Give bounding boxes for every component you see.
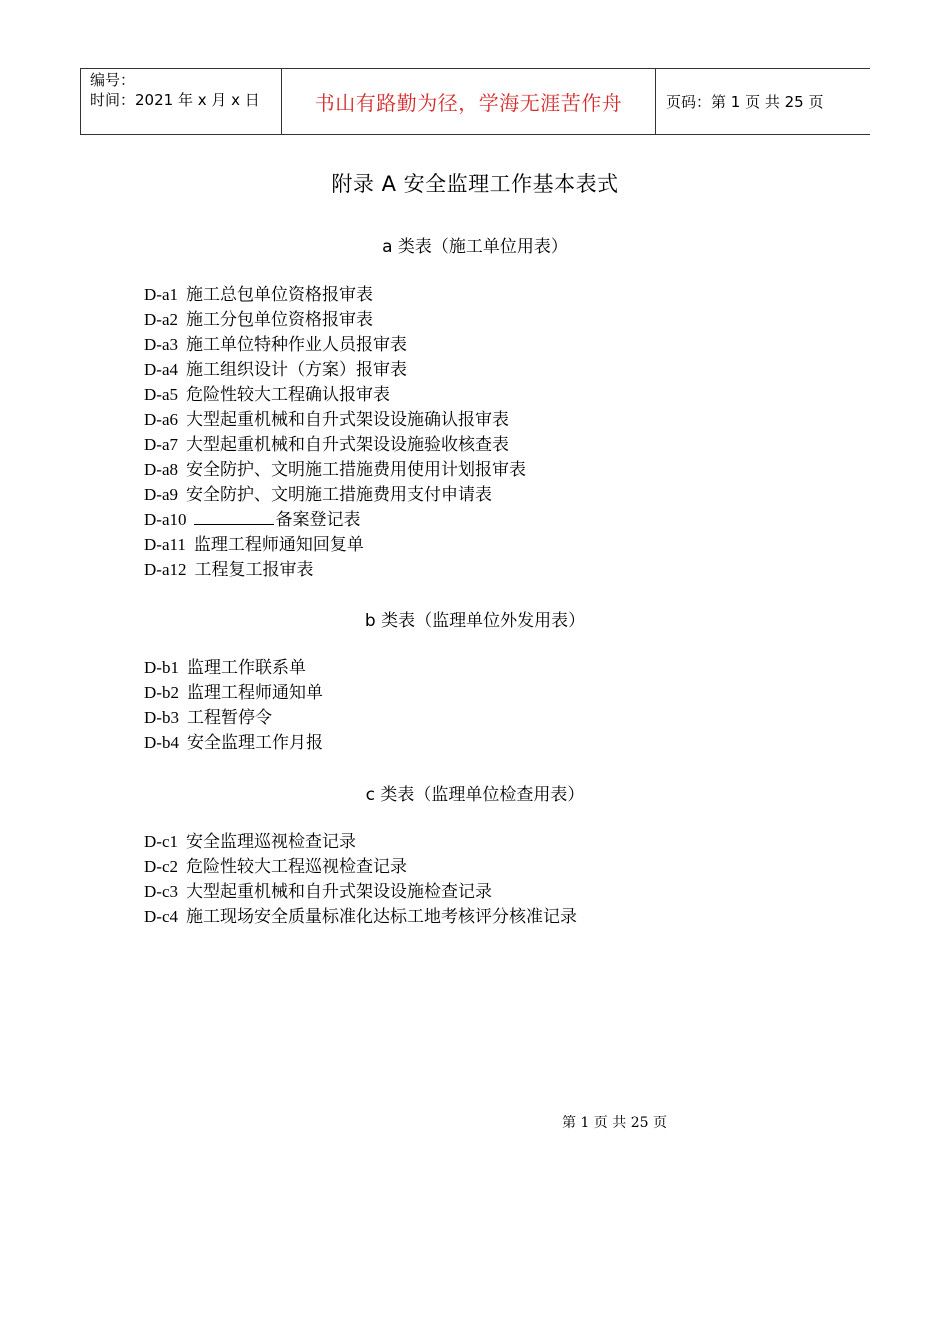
item-code: D-c1 <box>144 832 178 851</box>
item-code: D-a5 <box>144 385 178 404</box>
list-item <box>144 457 526 482</box>
item-name: 安全防护、文明施工措施费用使用计划报审表 <box>185 460 526 480</box>
item-name: 施工现场安全质量标准化达标工地考核评分核准记录 <box>185 907 577 927</box>
list-item <box>144 829 577 854</box>
item-code: D-b1 <box>144 658 179 677</box>
item-name: 危险性较大工程巡视检查记录 <box>185 857 407 877</box>
list-item <box>144 532 526 557</box>
list-item <box>144 407 526 432</box>
item-code: D-a12 <box>144 560 187 579</box>
item-code: D-a9 <box>144 485 178 504</box>
item-code: D-c4 <box>144 907 178 926</box>
item-code: D-a6 <box>144 410 178 429</box>
document-title: 附录 A 安全监理工作基本表式 <box>331 172 619 196</box>
header-motto-cell <box>282 69 656 134</box>
section-list-b <box>144 655 323 755</box>
item-code: D-a8 <box>144 460 178 479</box>
item-name: 安全监理巡视检查记录 <box>185 832 356 852</box>
item-code: D-a7 <box>144 435 178 454</box>
list-item <box>144 332 526 357</box>
item-name: 监理工程师通知单 <box>186 683 323 703</box>
item-name: 施工组织设计（方案）报审表 <box>185 360 407 380</box>
section-heading-c: c 类表（监理单位检查用表） <box>365 785 585 805</box>
item-name: 施工总包单位资格报审表 <box>185 285 373 305</box>
item-name: 备案登记表 <box>275 510 361 530</box>
item-name: 危险性较大工程确认报审表 <box>185 385 390 405</box>
item-name: 大型起重机械和自升式架设设施验收核查表 <box>185 435 509 455</box>
list-item <box>144 307 526 332</box>
item-name: 安全监理工作月报 <box>186 733 323 753</box>
section-list-c <box>144 829 577 929</box>
section-heading-a: a 类表（施工单位用表） <box>382 237 568 257</box>
list-item <box>144 557 526 582</box>
list-item <box>144 680 323 705</box>
list-item <box>144 730 323 755</box>
document-header-table <box>80 68 870 135</box>
item-name: 施工分包单位资格报审表 <box>185 310 373 330</box>
list-item <box>144 854 577 879</box>
list-item <box>144 382 526 407</box>
item-code: D-b4 <box>144 733 179 752</box>
list-item <box>144 507 526 532</box>
document-date-label: 时间：2021 年 x 月 x 日 <box>90 91 260 109</box>
list-item <box>144 282 526 307</box>
item-code: D-a3 <box>144 335 178 354</box>
header-meta-cell <box>81 69 282 134</box>
header-motto: 书山有路勤为径，学海无涯苦作舟 <box>314 91 623 115</box>
section-heading-b: b 类表（监理单位外发用表） <box>364 611 586 631</box>
item-code: D-b3 <box>144 708 179 727</box>
section-list-a <box>144 282 526 582</box>
list-item <box>144 655 323 680</box>
list-item <box>144 879 577 904</box>
list-item <box>144 904 577 929</box>
item-name: 工程复工报审表 <box>194 560 314 580</box>
item-code: D-a11 <box>144 535 186 554</box>
item-code: D-b2 <box>144 683 179 702</box>
item-name: 监理工作联系单 <box>186 658 306 678</box>
header-page-number: 页码：第 1 页 共 25 页 <box>666 93 824 111</box>
item-name: 大型起重机械和自升式架设设施检查记录 <box>185 882 492 902</box>
item-name: 工程暂停令 <box>186 708 272 728</box>
item-code: D-a1 <box>144 285 178 304</box>
page-footer: 第 1 页 共 25 页 <box>562 1115 667 1131</box>
item-name: 施工单位特种作业人员报审表 <box>185 335 407 355</box>
list-item <box>144 432 526 457</box>
fill-in-blank <box>194 510 274 525</box>
item-code: D-a4 <box>144 360 178 379</box>
item-code: D-c2 <box>144 857 178 876</box>
item-code: D-c3 <box>144 882 178 901</box>
list-item <box>144 357 526 382</box>
list-item <box>144 482 526 507</box>
item-code: D-a2 <box>144 310 178 329</box>
header-page-cell <box>656 69 870 134</box>
item-name: 安全防护、文明施工措施费用支付申请表 <box>185 485 492 505</box>
item-name: 大型起重机械和自升式架设设施确认报审表 <box>185 410 509 430</box>
item-code: D-a10 <box>144 510 187 529</box>
list-item <box>144 705 323 730</box>
document-number-label: 编号： <box>90 71 136 89</box>
item-name: 监理工程师通知回复单 <box>193 535 364 555</box>
